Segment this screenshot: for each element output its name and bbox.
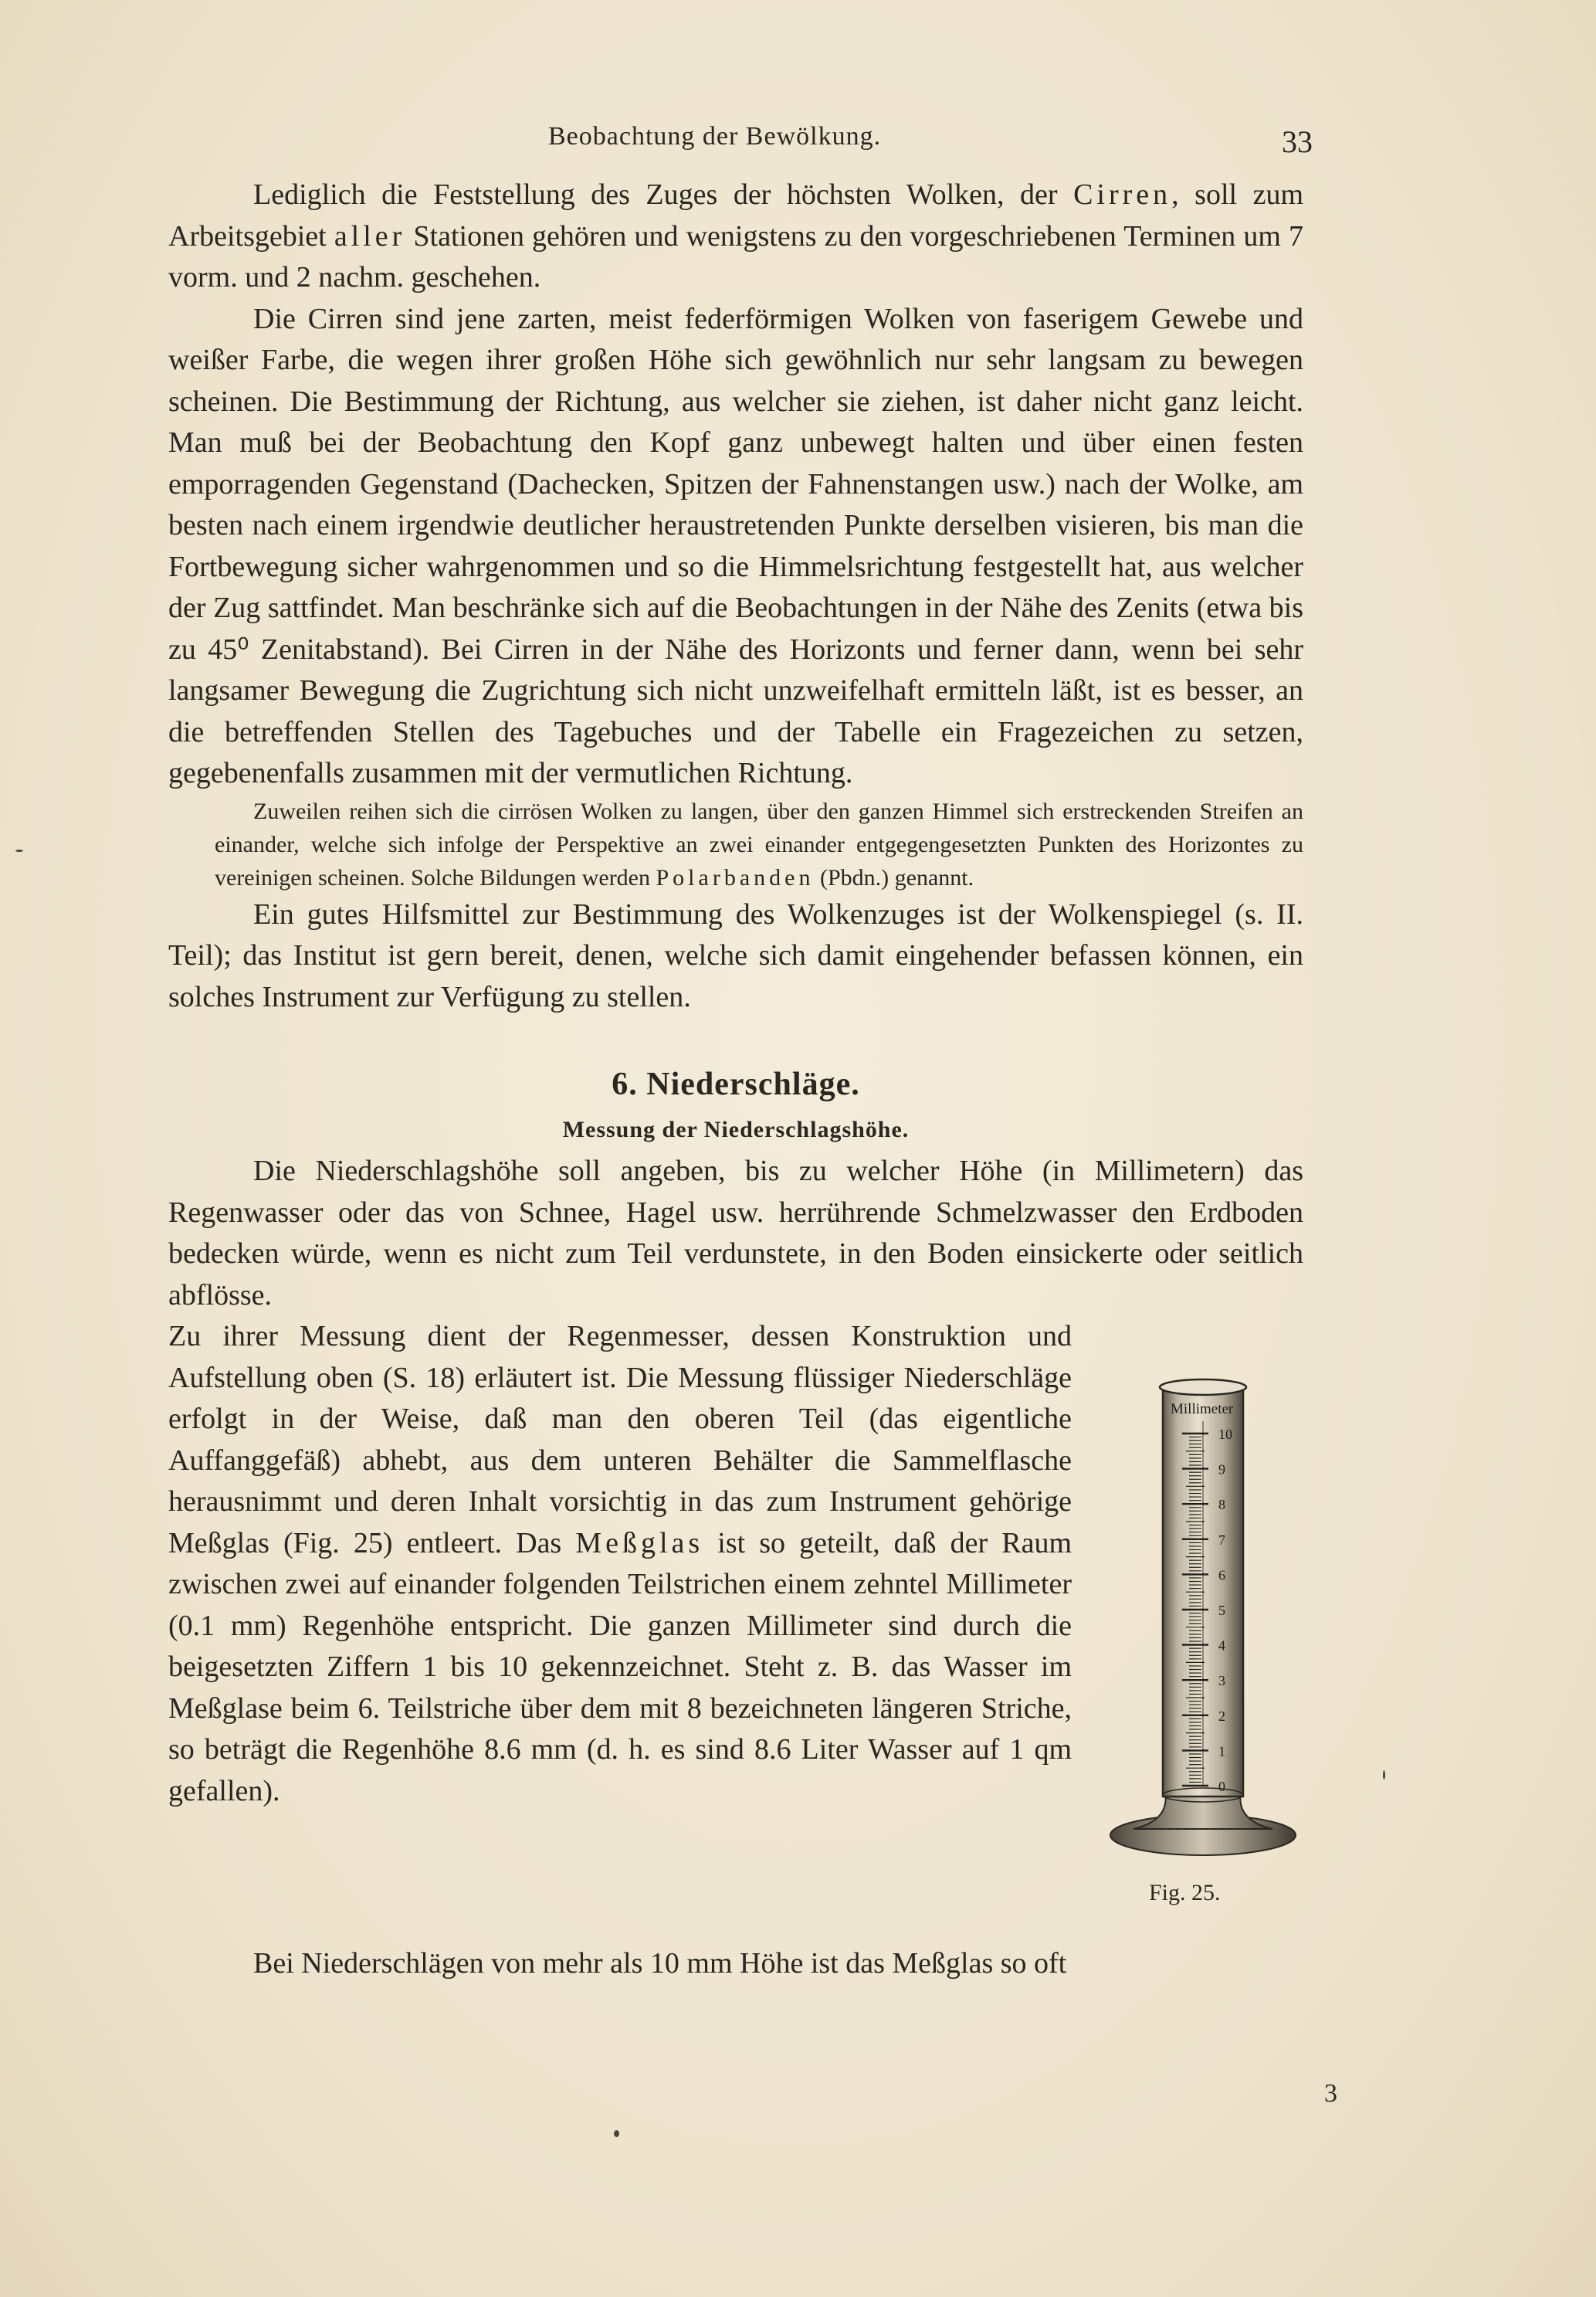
text-run: Lediglich die Feststellung des Zuges der höchsten Wolken, der <box>253 178 1074 211</box>
text-run: , soll zum Arbeitsgebiet <box>168 178 1303 253</box>
running-head: Beobachtung der Bewölkung. <box>548 122 882 151</box>
paragraph-cirren-observation <box>168 175 1303 299</box>
scale-label: 1 <box>1218 1743 1225 1759</box>
paragraph-niederschlagshoehe: Die Niederschlagshöhe soll angeben, bis zu welcher Höhe (in Millimetern) das Regenwasser oder das von Schnee, Hagel usw. herrührende Schmelzwasser den Erdboden bedecken würde, wenn es nicht zum Teil verdunstete, in den Boden einsickerte oder seitlich abflösse. <box>168 1155 1303 1311</box>
text-run: ist so geteilt, daß der Raum zwischen zwei auf einander folgenden Teilstrichen einem zehntel Millimeter (0.1 mm) Regenhöhe entspricht. Die ganzen Millimeter sind durch die beigesetzten Ziffern 1 bis 10 gekennzeichnet. Steht z. B. das Wasser im Meßglase beim 6. Teilstriche über dem mit 8 bezeichneten längeren Striche, so beträgt die Regenhöhe 8.6 mm (d. h. es sind 8.6 Liter Wasser auf 1 qm gefallen). <box>168 1526 1072 1807</box>
paper-speck <box>614 2130 619 2137</box>
text-run: Zu ihrer Messung dient der Regenmesser, dessen Konstruktion und Aufstellung oben (S. 18) erläutert ist. Die Messung flüssiger Niederschläge erfolgt in der Weise, daß man den oberen Teil (das eigentliche Auffanggefäß) abhebt, aus dem unteren Behälter die Sammelflasche herausnimmt und deren Inhalt vorsichtig in das zum Instrument gehörige Meßglas (Fig. 25) entleert. Das <box>168 1320 1072 1559</box>
scale-label: 0 <box>1218 1779 1225 1794</box>
scale-label: 2 <box>1218 1708 1225 1724</box>
note-polarbanden <box>168 795 1303 894</box>
scale-label: 3 <box>1218 1673 1225 1689</box>
figure-caption: Fig. 25. <box>1149 1880 1221 1905</box>
section-body <box>168 1151 1303 1985</box>
scale-label: 5 <box>1218 1603 1225 1618</box>
page-number: 33 <box>1282 124 1313 159</box>
section-title: 6. Niederschläge. <box>612 1067 860 1102</box>
text-run: Stationen gehören und wenigstens zu den vorgeschriebenen Terminen um 7 vorm. und 2 nachm. geschehen. <box>168 219 1303 293</box>
emphasis-cirren: Cirren <box>1073 178 1172 211</box>
page-header <box>0 122 1596 161</box>
signature-mark: 3 <box>1324 2079 1337 2108</box>
text-run: Zuweilen reihen sich die cirrösen Wolken zu langen, über den ganzen Himmel sich erstreckenden Streifen an einander, welche sich infolge der Perspektive an zwei einander entgegengesetzten Punkten des Horizontes zu vereinigen scheinen. Solche Bildungen werden <box>215 798 1303 891</box>
scale-label: 6 <box>1218 1567 1225 1583</box>
scale-label: 10 <box>1218 1427 1232 1442</box>
emphasis-polarbanden: Polarbanden <box>656 864 815 891</box>
scale-label: 7 <box>1218 1532 1225 1548</box>
measuring-glass-illustration <box>1103 1356 1303 1881</box>
scale-label: 9 <box>1218 1461 1225 1478</box>
glass-label: Millimeter <box>1171 1401 1234 1417</box>
text-run: (Pbdn.) genannt. <box>814 864 974 891</box>
scale-label: 4 <box>1218 1637 1225 1654</box>
figure-measuring-glass <box>1103 1356 1303 1943</box>
paragraph-niederschlaege-ueber-10mm: Bei Niederschlägen von mehr als 10 mm Höhe ist das Meßglas so oft <box>253 1947 1067 1980</box>
emphasis-aller: aller <box>334 219 406 253</box>
subsection-title: Messung der Niederschlagshöhe. <box>562 1117 910 1142</box>
paper-speck <box>15 850 23 852</box>
emphasis-messglas: Meßglas <box>575 1526 704 1559</box>
paragraph-cirren-description: Die Cirren sind jene zarten, meist federförmigen Wolken von faserigem Gewebe und weißer Farbe, die wegen ihrer großen Höhe sich gewöhnlich nur sehr langsam zu bewegen scheinen. Die Bestimmung der Richtung, aus welcher sie ziehen, ist daher nicht ganz leicht. Man muß bei der Beobachtung den Kopf ganz unbewegt halten und über einen festen emporragenden Gegenstand (Dachecken, Spitzen der Fahnenstangen usw.) nach der Wolke, am besten nach einem irgendwie deutlicher heraustretenden Punkte derselben visieren, bis man die Fortbewegung sicher wahrgenommen und so die Himmelsrichtung festgestellt hat, aus welcher der Zug sattfindet. Man beschränke sich auf die Beobachtungen in der Nähe des Zenits (etwa bis zu 45⁰ Zenitabstand). Bei Cirren in der Nähe des Horizonts und ferner dann, wenn bei sehr langsamer Bewegung die Zugrichtung sich nicht unzweifelhaft ermitteln läßt, ist es besser, an die betreffenden Stellen des Tagebuches und der Tabelle ein Fragezeichen zu setzen, gegebenenfalls zusammen mit der vermutlichen Richtung. <box>168 302 1303 789</box>
scale-label: 8 <box>1218 1497 1225 1513</box>
scale-ticks <box>1182 1434 1208 1786</box>
paper-speck <box>1383 1770 1385 1780</box>
paragraph-wolkenspiegel: Ein gutes Hilfsmittel zur Bestimmung des Wolkenzuges ist der Wolkenspiegel (s. II. Teil); das Institut ist gern bereit, denen, welche sich damit eingehender befassen können, ein solches Instrument zur Verfügung zu stellen. <box>168 897 1303 1013</box>
body-text <box>168 175 1303 1985</box>
